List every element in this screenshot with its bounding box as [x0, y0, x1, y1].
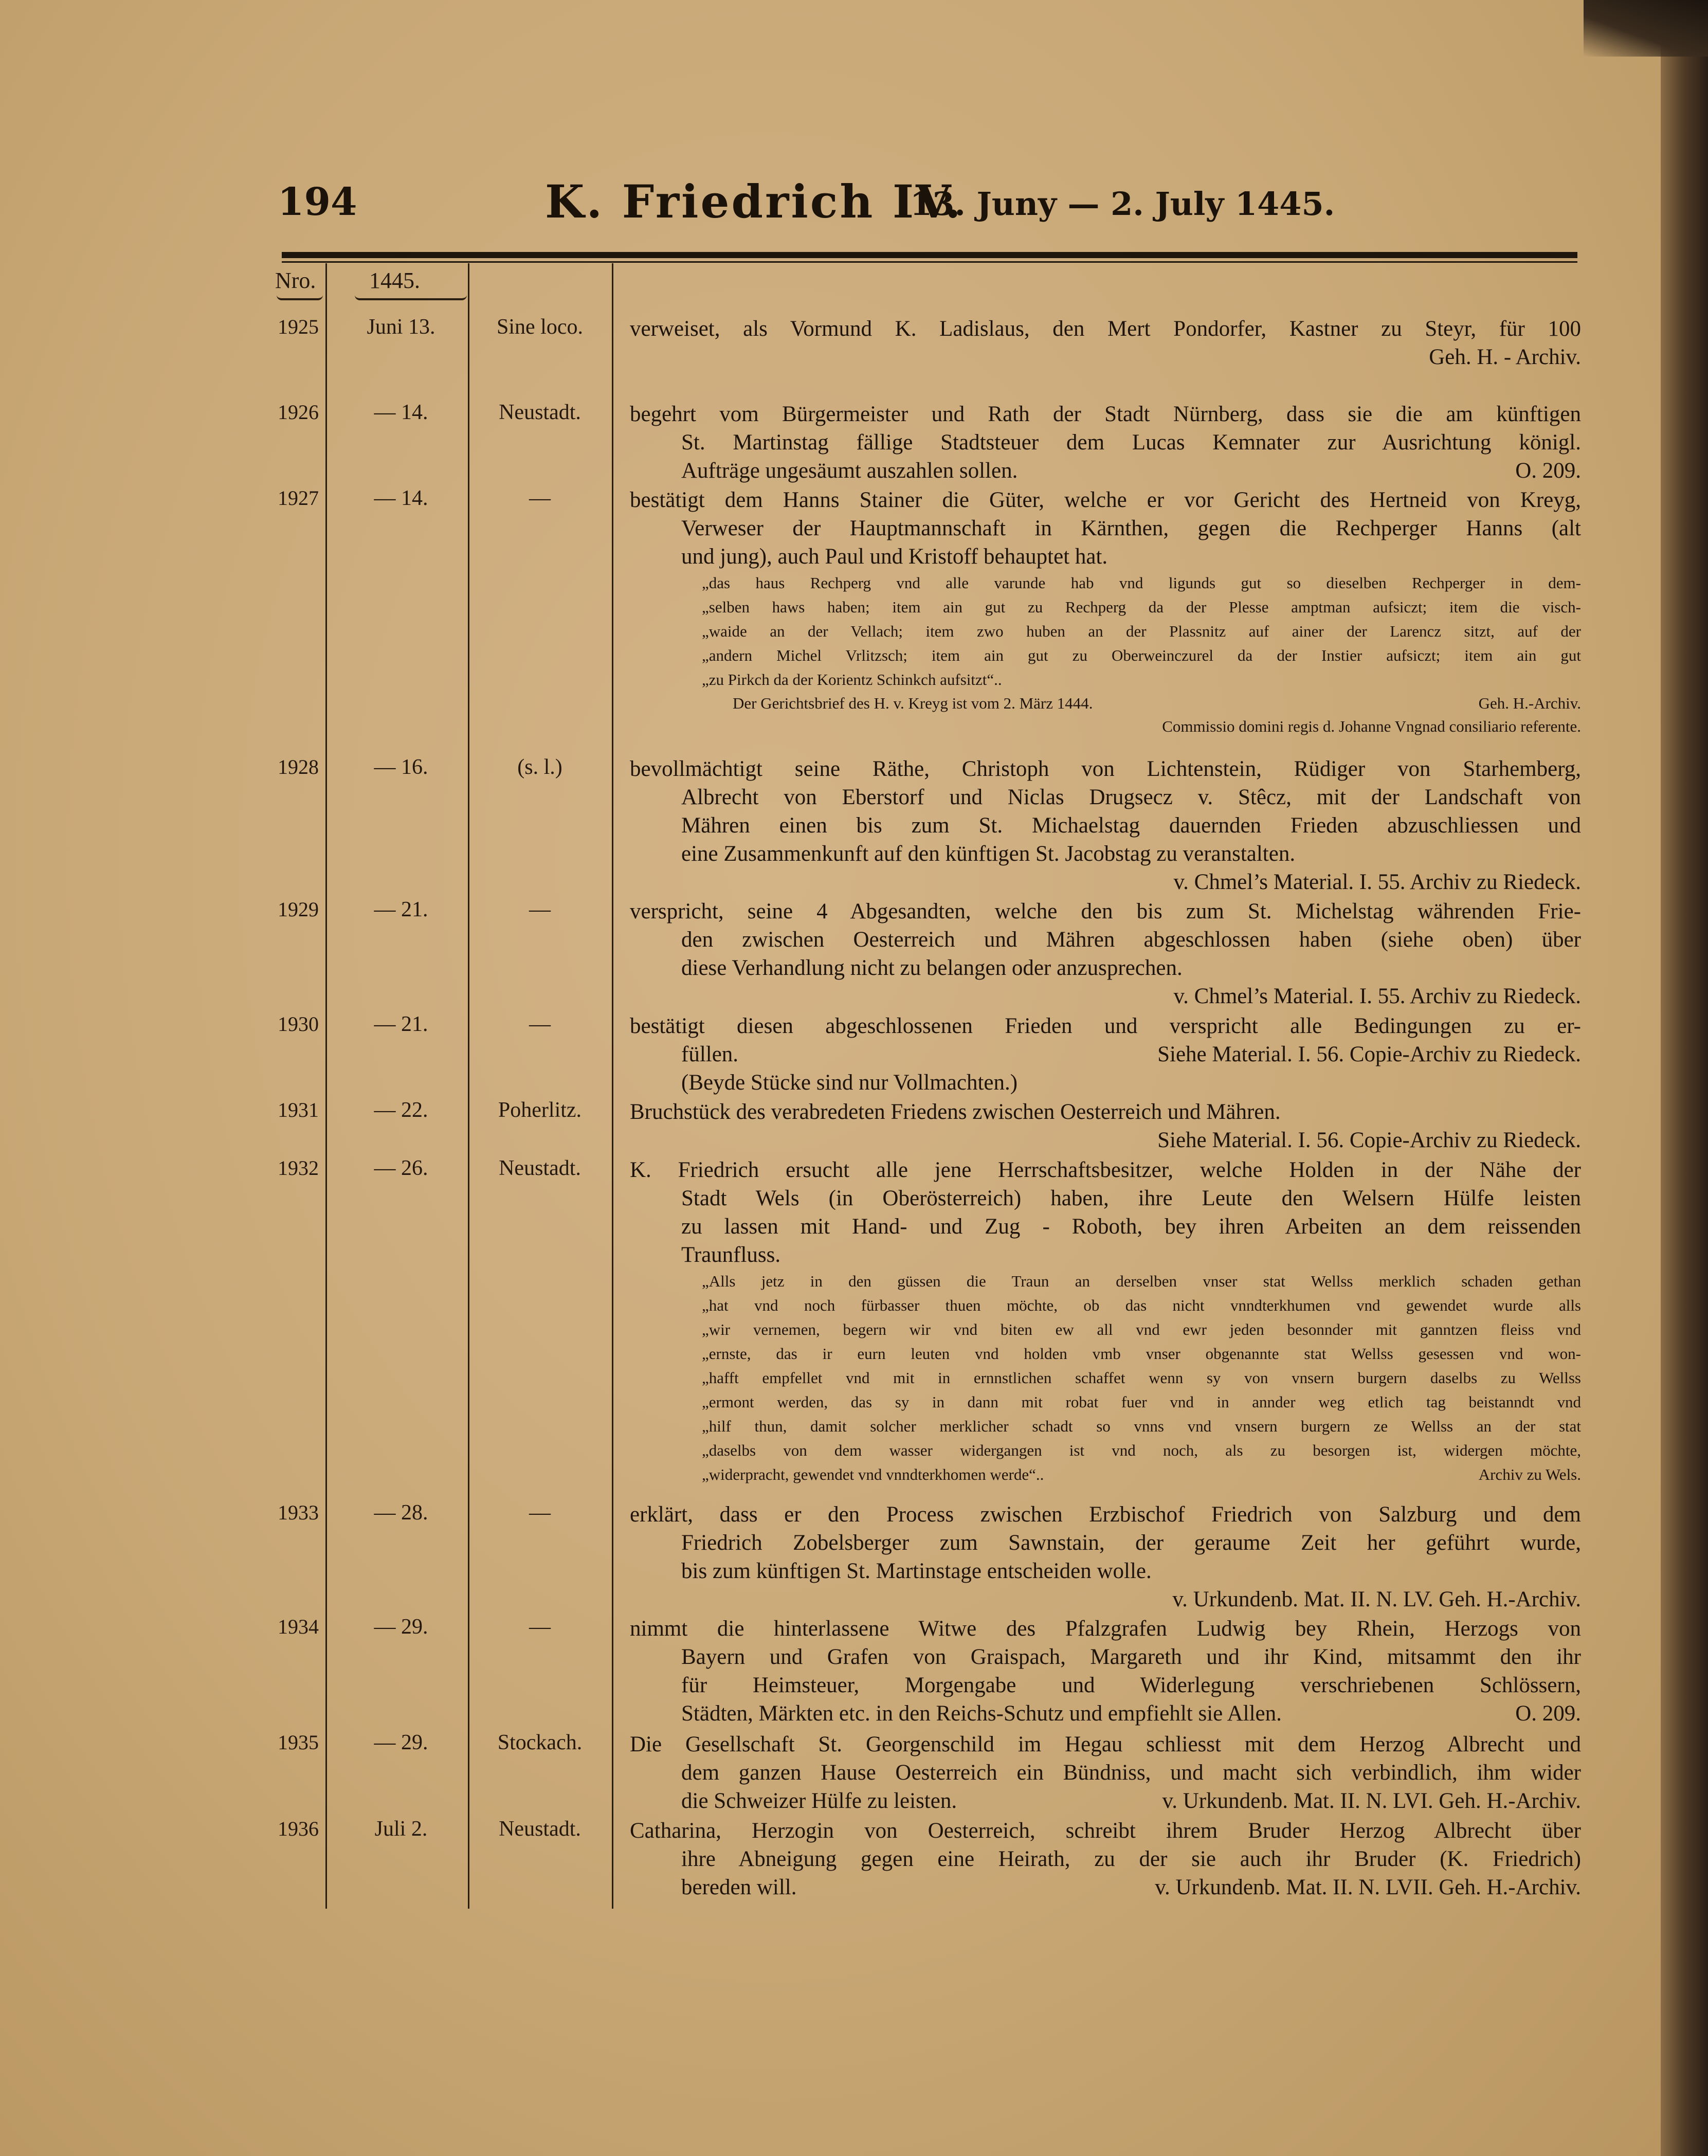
- entry-place: —: [529, 1615, 551, 1639]
- page-date-range: 13. Juny — 2. July 1445.: [910, 185, 1335, 223]
- entry-number: 1934: [278, 1615, 319, 1638]
- quote-line: „zu Pirkch da der Korientz Schinkch aufsitzt“..: [702, 671, 1002, 689]
- entry-line: Aufträge ungesäumt auszahlen sollen.: [681, 459, 1018, 483]
- entry-source: O. 209.: [1515, 1701, 1581, 1726]
- page-corner-shadow: [1584, 0, 1708, 57]
- entry-date: Juni 13.: [367, 315, 435, 339]
- entry-number: 1936: [278, 1817, 319, 1840]
- entry-number: 1926: [278, 401, 319, 424]
- entry-line: Mähren einen bis zum St. Michaelstag dauernden Frieden abzuschliessen und: [681, 813, 1581, 838]
- entry-line: zu lassen mit Hand- und Zug - Roboth, bey ihren Arbeiten an dem reissenden: [681, 1215, 1581, 1239]
- entry-place: Poherlitz.: [498, 1098, 582, 1122]
- entry-source: O. 209.: [1515, 459, 1581, 483]
- column-brace-year: [355, 295, 467, 300]
- entry-last-line: [630, 1241, 1581, 1269]
- entry-date: — 22.: [374, 1098, 428, 1122]
- entry-line: bereden will.: [681, 1875, 797, 1899]
- header-rule-thin: [282, 261, 1577, 263]
- entry-line: Stadt Wels (in Oberösterreich) haben, ihre Leute den Welsern Hülfe leisten: [681, 1186, 1581, 1210]
- column-brace-nr: [277, 295, 323, 300]
- entry-line: begehrt vom Bürgermeister und Rath der Stadt Nürnberg, dass sie die am künftigen: [630, 402, 1581, 426]
- entry-number: 1929: [278, 898, 319, 921]
- entry-text: [630, 1615, 1581, 1728]
- entry-line: erklärt, dass er den Process zwischen Erzbischof Friedrich von Salzburg und dem: [630, 1502, 1581, 1527]
- entry-line: St. Martinstag fällige Stadtsteuer dem Lucas Kemnater zur Ausrichtung königl.: [681, 430, 1581, 455]
- entry-line: Bruchstück des verabredeten Friedens zwischen Oesterreich und Mähren.: [630, 1100, 1281, 1124]
- entry-quote: [630, 1269, 1581, 1487]
- entry-text: [630, 755, 1581, 896]
- entry-source: v. Urkundenb. Mat. II. N. LV. Geh. H.-Archiv.: [1172, 1587, 1581, 1611]
- entry-line: für Heimsteuer, Morgengabe und Widerlegung verschriebenen Schlössern,: [681, 1673, 1581, 1697]
- column-header-nr: Nro.: [275, 268, 316, 293]
- entry-quote: [630, 571, 1581, 692]
- entry-number: 1927: [278, 486, 319, 510]
- entry-date: — 16.: [374, 755, 428, 779]
- entry-line: die Schweizer Hülfe zu leisten.: [681, 1789, 957, 1813]
- quote-line: „daselbs von dem wasser widergangen ist vnd noch, als zu besorgen ist, widergen möchte,: [702, 1441, 1581, 1459]
- quote-last-line: [630, 1462, 1581, 1487]
- entry-source: Siehe Material. I. 56. Copie-Archiv zu Riedeck.: [1157, 1042, 1581, 1066]
- column-header-year: 1445.: [369, 268, 420, 293]
- entry-date: — 14.: [374, 486, 428, 510]
- entry-number: 1932: [278, 1156, 319, 1180]
- entry-line: füllen.: [681, 1042, 739, 1066]
- entry-text: [630, 1817, 1581, 1901]
- entry-line: verweiset, als Vormund K. Ladislaus, den Mert Pondorfer, Kastner zu Steyr, für 100: [630, 317, 1581, 341]
- entry-source: v. Urkundenb. Mat. II. N. LVII. Geh. H.-Archiv.: [1155, 1875, 1581, 1899]
- entry-line: und jung), auch Paul und Kristoff behauptet hat.: [681, 545, 1108, 569]
- column-divider-3: [612, 263, 613, 1909]
- entry-date: — 28.: [374, 1501, 428, 1525]
- entry-number: 1935: [278, 1731, 319, 1754]
- entry-line: Bayern und Grafen von Graispach, Margareth und ihr Kind, mitsammt den ihr: [681, 1645, 1581, 1669]
- quote-line: „wir vernemen, begern wir vnd biten ew all vnd ewr jeden besonnder mit ganntzen fleiss vnd: [702, 1320, 1581, 1338]
- entry-date: — 29.: [374, 1615, 428, 1639]
- quote-line: „hilf thun, damit solcher merklicher schadt so vnns vnd vnsern burgern ze Wellss an der stat: [702, 1417, 1581, 1435]
- entry-source: Siehe Material. I. 56. Copie-Archiv zu Riedeck.: [1157, 1128, 1581, 1152]
- entry-place: Neustadt.: [499, 1156, 581, 1180]
- entry-line: bevollmächtigt seine Räthe, Christoph von Lichtenstein, Rüdiger von Starhemberg,: [630, 757, 1581, 781]
- quote-line: „ermont werden, das sy in dann mit robat fuer vnd in annder weg etlich tag beistanndt vnd: [702, 1393, 1581, 1411]
- entry-line: ihre Abneigung gegen eine Heirath, zu der sie auch ihr Bruder (K. Friedrich): [681, 1847, 1581, 1871]
- entry-commissio: Commissio domini regis d. Johanne Vngnad consiliario referente.: [1162, 717, 1581, 735]
- quote-line: „waide an der Vellach; item zwo huben an der Plassnitz auf ainer der Larencz sitzt, auf der: [702, 622, 1581, 640]
- quote-line: „hat vnd noch fürbasser thuen möchte, ob das nicht vnndterkhumen vnd gewendet wurde alls: [702, 1296, 1581, 1314]
- entry-place: —: [529, 1012, 551, 1036]
- entry-line: Catharina, Herzogin von Oesterreich, schreibt ihrem Bruder Herzog Albrecht über: [630, 1819, 1581, 1843]
- entry-place: —: [529, 898, 551, 921]
- entry-line: bestätigt dem Hanns Stainer die Güter, welche er vor Gericht des Hertneid von Kreyg,: [630, 488, 1581, 512]
- entry-line: eine Zusammenkunft auf den künftigen St. Jacobstag zu veranstalten.: [681, 842, 1296, 866]
- entry-source: v. Chmel’s Material. I. 55. Archiv zu Riedeck.: [1173, 984, 1581, 1008]
- quote-line: „ernste, das ir eurn leuten vnd holden vmb vnser obgenannte stat Wellss gesessen vnd won-: [702, 1345, 1581, 1363]
- entry-date: — 14.: [374, 401, 428, 424]
- book-gutter: [1661, 0, 1708, 2156]
- entry-line: nimmt die hinterlassene Witwe des Pfalzgrafen Ludwig bey Rhein, Herzogs von: [630, 1617, 1581, 1641]
- entry-number: 1930: [278, 1012, 319, 1036]
- entry-last-line: [630, 457, 1581, 485]
- entry-source: v. Chmel’s Material. I. 55. Archiv zu Riedeck.: [1173, 870, 1581, 894]
- entry-extra: (Beyde Stücke sind nur Vollmachten.): [681, 1071, 1018, 1095]
- entry-source: Geh. H.-Archiv.: [1478, 694, 1581, 712]
- entry-place: Neustadt.: [499, 401, 581, 424]
- entry-line: Städten, Märkten etc. in den Reichs-Schutz und empfiehlt sie Allen.: [681, 1701, 1282, 1726]
- entry-date: — 21.: [374, 898, 428, 921]
- quote-line: „selben haws haben; item ain gut zu Rechperg da der Plesse amptman aufsiczt; item die visch-: [702, 598, 1581, 616]
- entry-text: [630, 1156, 1581, 1487]
- quote-line: „Alls jetz in den güssen die Traun an derselben vnser stat Wellss merklich schaden gethan: [702, 1272, 1581, 1290]
- entry-note: [630, 692, 1581, 738]
- header-rule: [282, 252, 1577, 258]
- entry-number: 1931: [278, 1098, 319, 1121]
- entry-text: [630, 486, 1581, 738]
- quote-line: „das haus Rechperg vnd alle varunde hab vnd ligunds gut so dieselben Rechperger in dem-: [702, 574, 1581, 592]
- column-divider-2: [468, 263, 469, 1909]
- entry-line: bis zum künftigen St. Martinstage entscheiden wolle.: [681, 1559, 1152, 1583]
- entry-text: [630, 1730, 1581, 1815]
- entry-date: — 21.: [374, 1012, 428, 1036]
- entry-line: Die Gesellschaft St. Georgenschild im Hegau schliesst mit dem Herzog Albrecht und: [630, 1732, 1581, 1756]
- quote-line: „widerpracht, gewendet vnd vnndterkhomen werde“..: [702, 1465, 1044, 1483]
- entry-text: [630, 1500, 1581, 1614]
- quote-line: „hafft empfellet vnd mit in ernnstlichen schaffet wenn sy von vnsern burgern daselbs zu Wellss: [702, 1369, 1581, 1387]
- entry-date: Juli 2.: [374, 1817, 428, 1841]
- note-text: Der Gerichtsbrief des H. v. Kreyg ist vom 2. März 1444.: [733, 694, 1093, 712]
- entry-line: diese Verhandlung nicht zu belangen oder anzusprechen.: [681, 956, 1183, 980]
- entry-line: dem ganzen Hause Oesterreich ein Bündniss, und macht sich verbindlich, ihm wider: [681, 1761, 1581, 1785]
- entry-line: bestätigt diesen abgeschlossenen Frieden und verspricht alle Bedingungen zu er-: [630, 1014, 1581, 1038]
- entry-number: 1928: [278, 755, 319, 778]
- entry-text: [630, 315, 1581, 371]
- entry-number: 1933: [278, 1501, 319, 1524]
- entry-place: Neustadt.: [499, 1817, 581, 1841]
- entry-line: verspricht, seine 4 Abgesandten, welche den bis zum St. Michelstag währenden Frie-: [630, 899, 1581, 923]
- entry-last-line: [630, 1873, 1581, 1901]
- entry-text: [630, 897, 1581, 1010]
- entry-line: K. Friedrich ersucht alle jene Herrschaftsbesitzer, welche Holden in der Nähe der: [630, 1158, 1581, 1182]
- quote-line: „andern Michel Vrlitzsch; item ain gut zu Oberweinczurel da der Instier aufsiczt; item ain gut: [702, 646, 1581, 664]
- entry-last-line: [630, 1699, 1581, 1728]
- entry-place: Sine loco.: [497, 315, 583, 339]
- column-divider-1: [325, 263, 327, 1909]
- entry-source: Geh. H. - Archiv.: [1429, 345, 1581, 369]
- entry-line: Traunfluss.: [681, 1243, 781, 1267]
- entry-place: (s. l.): [517, 755, 562, 779]
- page-header: [278, 170, 1584, 237]
- entry-place: Stockach.: [497, 1731, 583, 1754]
- entry-date: — 26.: [374, 1156, 428, 1180]
- page-number: 194: [278, 180, 357, 224]
- entry-source: v. Urkundenb. Mat. II. N. LVI. Geh. H.-Archiv.: [1162, 1789, 1581, 1813]
- entry-text: [630, 400, 1581, 485]
- entry-text: [630, 1012, 1581, 1097]
- entry-line: den zwischen Oesterreich und Mähren abgeschlossen haben (siehe oben) über: [681, 928, 1581, 952]
- entry-place: —: [529, 1501, 551, 1525]
- entry-date: — 29.: [374, 1731, 428, 1754]
- entry-text: [630, 1098, 1581, 1154]
- entry-number: 1925: [278, 315, 319, 338]
- page-title: K. Friedrich IV.: [545, 175, 963, 228]
- entry-last-line: [630, 1787, 1581, 1815]
- entry-line: Albrecht von Eberstorf und Niclas Drugsecz v. Stêcz, mit der Landschaft von: [681, 785, 1581, 809]
- entry-line: Verweser der Hauptmannschaft in Kärnthen, gegen die Rechperger Hanns (alt: [681, 516, 1581, 540]
- entry-place: —: [529, 486, 551, 510]
- quote-source: Archiv zu Wels.: [1478, 1465, 1581, 1483]
- entry-line: Friedrich Zobelsberger zum Sawnstain, der geraume Zeit her geführt wurde,: [681, 1531, 1581, 1555]
- entry-last-line: [630, 1040, 1581, 1068]
- note-line: [630, 692, 1581, 715]
